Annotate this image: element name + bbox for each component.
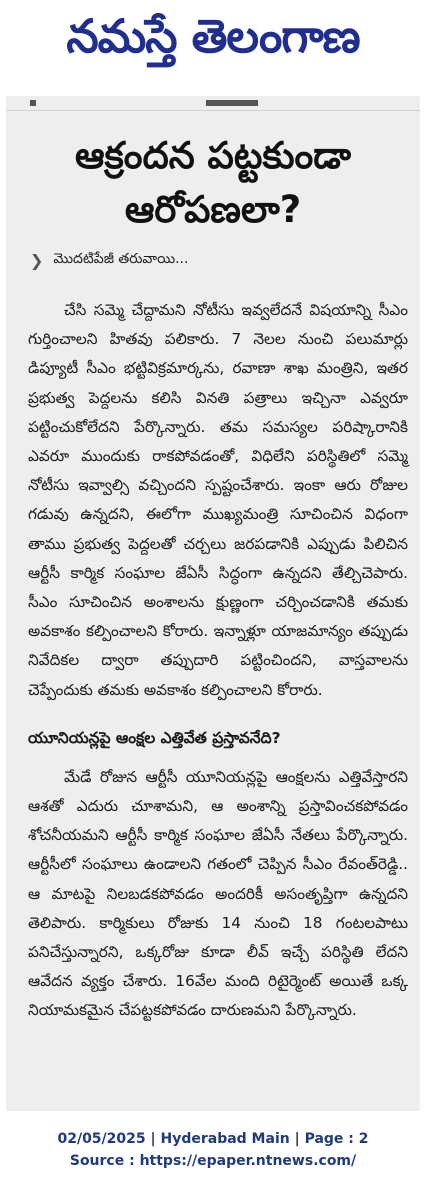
clipping-artifact	[206, 100, 258, 106]
continuation-note	[30, 251, 420, 270]
clipping-artifact	[30, 100, 36, 106]
article-headline	[6, 129, 420, 237]
clipping-top-edge	[6, 96, 420, 111]
chevron-right-icon: ❯	[30, 251, 44, 270]
page-footer	[0, 1128, 426, 1172]
headline-line-1: ఆక్రందన పట్టకుండా	[74, 134, 352, 177]
footer-source: Source : https://epaper.ntnews.com/	[69, 1153, 357, 1169]
continuation-text: మొదటిపేజీ తరువాయి...	[53, 251, 189, 267]
article-paragraph-2: మేడే రోజున ఆర్టీసీ యూనియన్లపై ఆంక్షలను ఎత్తివేస్తారని ఆశతో ఎదురు చూశామని, ఆ అంశాన్ని ప్రస్తావించకపోవడం శోచనీయమని ఆర్టీసీ కార్మిక సంఘాల జేఏసీ నేతలు పేర్కొన్నారు. ఆర్టీసీలో సంఘాలు ఉండాలని గతంలో చెప్పిన సీఎం రేవంత్‌రెడ్డి.. ఆ మాటపై నిలబడకపోవడం అందరికీ అసంతృప్తిగా ఉన్నదని తెలిపారు. కార్మికులు రోజుకు 14 నుంచి 18 గంటలపాటు పనిచేస్తున్నారని, ఒక్కరోజు కూడా లీవ్ ఇచ్చే పరిస్థితి లేదని ఆవేదన వ్యక్తం చేశారు. 16వేల మంది రిటైర్మెంట్ అయితే ఒక్క నియామకమైన చేపట్టకపోవడం దారుణమని పేర్కొన్నారు.	[28, 767, 408, 1020]
masthead	[0, 0, 426, 84]
footer-date-edition: 02/05/2025 | Hyderabad Main | Page : 2	[57, 1131, 369, 1147]
headline-line-2: ఆరోపణలా?	[124, 188, 302, 231]
article-subheading: యూనియన్లపై ఆంక్షల ఎత్తివేత ప్రస్తావనేది?	[28, 728, 281, 747]
article-paragraph-1: చేసి సమ్మె చేద్దామని నోటీసు ఇవ్వలేదనే విషయాన్ని సీఎం గుర్తించాలని హితవు పలికారు. 7 నెలల నుంచి పలుమార్లు డిప్యూటీ సీఎం భట్టివిక్రమార్కను, రవాణా శాఖ మంత్రిని, ఇతర ప్రభుత్వ పెద్దలను కలిసి వినతి పత్రాలు ఇచ్చినా ఎవ్వరూ పట్టించుకోలేదని పేర్కొన్నారు. తమ సమస్యల పరిష్కారానికి ఎవరూ ముందుకు రాకపోవడంతో, విధిలేని పరిస్థితిలో సమ్మె నోటీసు ఇవ్వాల్సి వచ్చిందని స్పష్టంచేశారు. ఇంకా ఆరు రోజుల గడువు ఉన్నదని, ఈలోగా ముఖ్యమంత్రి సూచించిన విధంగా తాము ప్రభుత్వ పెద్దలతో చర్చలు జరపడానికి ఎప్పుడు పిలిచిన ఆర్టీసీ కార్మిక సంఘాల జేఏసీ సిద్ధంగా ఉన్నదని తేల్చిచెపారు. సీఎం సూచించిన అంశాలను క్షుణ్ణంగా చర్చించడానికి తమకు అవకాశం కల్పించాలని కోరారు. ఇన్నాళ్లూ యాజమాన్యం తప్పుడు నివేదికల ద్వారా తప్పుదారి పట్టించిందని, వాస్తవాలను చెప్పేందుకు తమకు అవకాశం కల్పించాలని కోరారు.	[28, 301, 408, 699]
article-clipping	[6, 96, 420, 1111]
newspaper-logo-title: నమస్తే తెలంగాణ	[66, 9, 360, 63]
